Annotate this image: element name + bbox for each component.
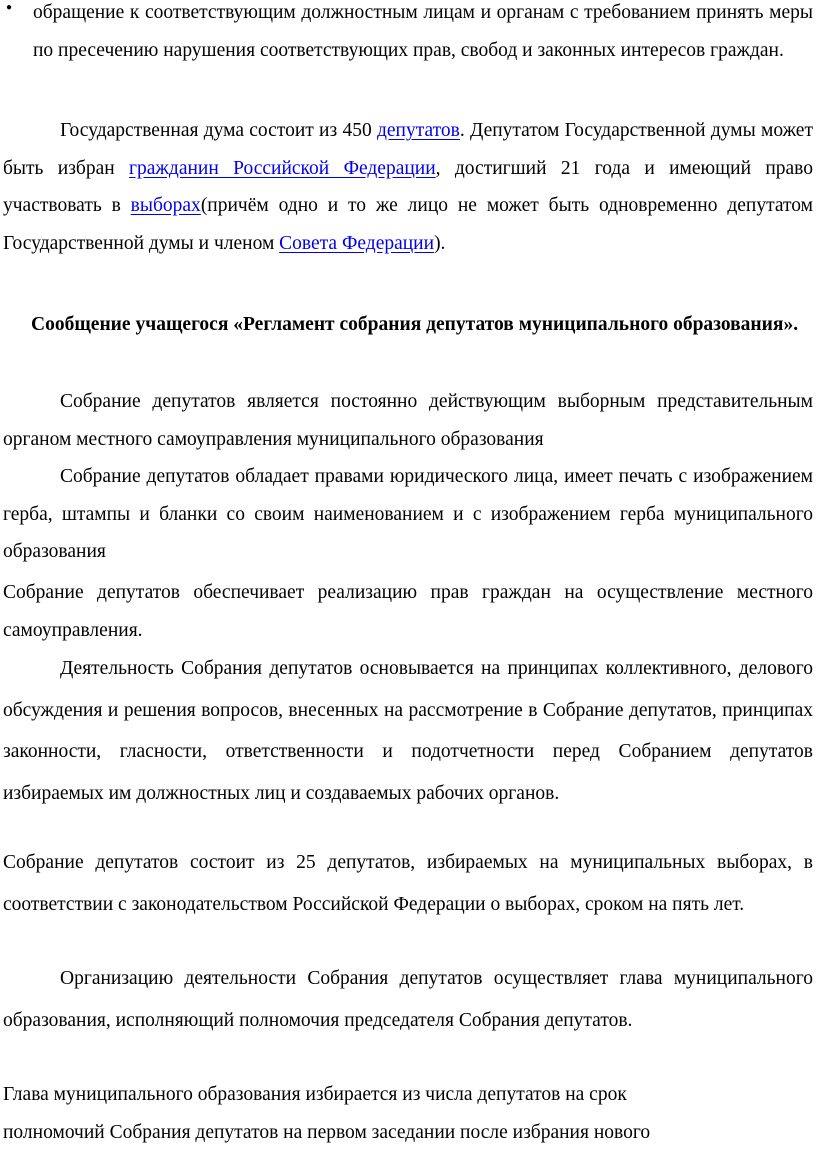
paragraph-status: Собрание депутатов является постоянно действующим выборным представительным органом местного самоуправления муниципального образования <box>3 391 813 450</box>
paragraph-composition: Собрание депутатов состоит из 25 депутатов, избираемых на муниципальных выборах, в соответствии с законодательством Российской Федерации о выборах, сроком на пять лет. <box>3 852 813 915</box>
paragraph-head-election <box>3 1076 813 1151</box>
duma-text-3: , достигший 21 года и имеющий право участвовать в <box>3 157 814 216</box>
duma-paragraph <box>3 112 813 262</box>
paragraph-rights: Собрание депутатов обеспечивает реализацию прав граждан на осуществление местного самоуправления. <box>3 582 813 641</box>
duma-text-5: ). <box>434 232 446 254</box>
duma-text-4: (причём одно и то же лицо не может быть одновременно депутатом Государственной думы и членом <box>3 195 814 254</box>
link-deputies[interactable]: депутатов <box>376 120 460 141</box>
bullet-icon: ● <box>6 2 13 13</box>
head-election-line-2: полномочий Собрания депутатов на первом заседании после избрания нового <box>3 1121 651 1143</box>
duma-text-1: Государственная дума состоит из 450 <box>60 120 377 141</box>
section-heading: Сообщение учащегося «Регламент собрания депутатов муниципального образования». <box>31 314 799 335</box>
bullet-text: обращение к соответствующим должностным лицам и органам с требованием принять меры по пресечению нарушения соответствующих прав, свобод и законных интересов граждан. <box>33 2 813 61</box>
paragraph-principles: Деятельность Собрания депутатов основывается на принципах коллективного, делового обсуждения и решения вопросов, внесенных на рассмотрение в Собрание депутатов, принципах законности, гласности, ответственности и подотчетности перед Собранием депутатов избираемых им должностных лиц и создаваемых рабочих органов. <box>3 658 813 804</box>
paragraph-organization: Организацию деятельности Собрания депутатов осуществляет глава муниципального образования, исполняющий полномочия председателя Собрания депутатов. <box>3 968 813 1031</box>
duma-text-2: . Депутатом Государственной думы может быть избран <box>3 120 813 179</box>
link-elections[interactable]: выборах <box>130 195 201 216</box>
paragraph-legal-entity: Собрание депутатов обладает правами юридического лица, имеет печать с изображением герба, штампы и бланки со своим наименованием и с изображением герба муниципального образования <box>3 466 813 562</box>
head-election-line-1: Глава муниципального образования избирается из числа депутатов на срок <box>3 1084 627 1105</box>
link-federation-council[interactable]: Совета Федерации <box>279 232 435 254</box>
link-citizen-rf[interactable]: гражданин Российской Федерации <box>129 157 436 179</box>
